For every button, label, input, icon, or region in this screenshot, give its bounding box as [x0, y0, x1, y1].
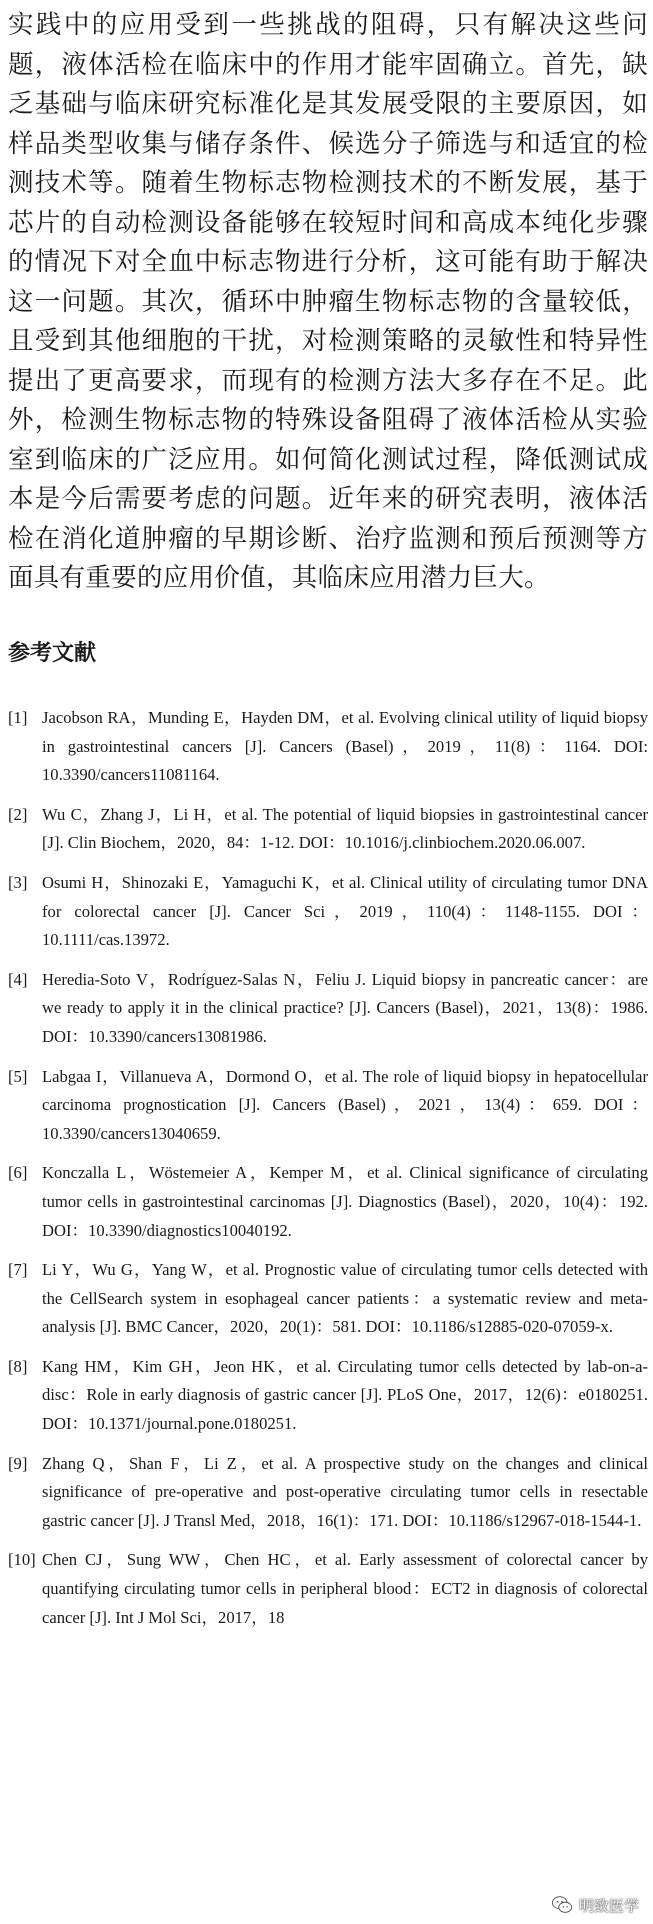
reference-text: Chen CJ，Sung WW，Chen HC，et al. Early assessment of colorectal cancer by quantifying circulating tumor cells in peripheral blood：ECT2 in diagnosis of colorectal cancer [J]. Int J Mol Sci，2017，18: [42, 1550, 648, 1627]
reference-text: Kang HM，Kim GH，Jeon HK，et al. Circulating tumor cells detected by lab-on-a-disc：Role in early diagnosis of gastric cancer [J]. PLoS One，2017，12(6)：e0180251. DOI：10.1371/journal.pone.0180251.: [42, 1356, 648, 1434]
wechat-logo-icon: [551, 1894, 573, 1916]
reference-number: [2]: [8, 804, 28, 824]
reference-number: [5]: [8, 1066, 28, 1086]
body-paragraph: 实践中的应用受到一些挑战的阻碍，只有解决这些问题，液体活检在临床中的作用才能牢固确立。首先，缺乏基础与临床研究标准化是其发展受限的主要原因，如样品类型收集与储存条件、候选分子筛选与和适宜的检测技术等。随着生物标志物检测技术的不断发展，基于芯片的自动检测设备能够在较短时间和高成本纯化步骤的情况下对全血中标志物进行分析，这可能有助于解决这一问题。其次，循环中肿瘤生物标志物的含量较低，且受到其他细胞的干扰，对检测策略的灵敏性和特异性提出了更高要求，而现有的检测方法大多存在不足。此外，检测生物标志物的特殊设备阻碍了液体活检从实验室到临床的广泛应用。如何简化测试过程，降低测试成本是今后需要考虑的问题。近年来的研究表明，液体活检在消化道肿瘤的早期诊断、治疗监测和预后预测等方面具有重要的应用价值，其临床应用潜力巨大。: [8, 10, 648, 593]
reference-item: [8, 801, 648, 858]
reference-item: [8, 1159, 648, 1245]
references-list: [8, 704, 648, 1643]
reference-text: Heredia-Soto V，Rodríguez-Salas N，Feliu J. Liquid biopsy in pancreatic cancer：are we ready to apply it in the clinical practice? [J]. Cancers (Basel)，2021，13(8)：1986. DOI：10.3390/cancers13081986.: [42, 969, 648, 1046]
reference-number: [4]: [8, 969, 28, 989]
reference-number: [9]: [8, 1453, 28, 1473]
watermark: [551, 1894, 639, 1916]
watermark-text: 明致医学: [578, 1896, 639, 1915]
reference-number: [6]: [8, 1163, 28, 1183]
reference-item: [8, 704, 648, 790]
reference-text: Konczalla L，Wöstemeier A，Kemper M，et al. Clinical significance of circulating tumor cells in gastrointestinal carcinomas [J]. Diagnostics (Basel)，2020，10(4)：192. DOI：10.3390/diagnostics10040192.: [42, 1163, 648, 1240]
references-heading: 参考文献: [8, 641, 97, 666]
reference-number: [7]: [8, 1260, 28, 1280]
reference-item: [8, 869, 648, 955]
reference-number: [10]: [8, 1550, 36, 1570]
reference-text: Jacobson RA，Munding E，Hayden DM，et al. Evolving clinical utility of liquid biopsy in gastrointestinal cancers [J]. Cancers (Basel)，2019，11(8)：1164. DOI: 10.3390/cancers11081164.: [42, 708, 648, 785]
reference-item: [8, 1063, 648, 1149]
reference-text: Labgaa I，Villanueva A，Dormond O，et al. The role of liquid biopsy in hepatocellular carcinoma prognostication [J]. Cancers (Basel)，2021，13(4)：659. DOI：10.3390/cancers13040659.: [42, 1066, 648, 1143]
reference-number: [1]: [8, 708, 28, 727]
reference-text: Li Y，Wu G，Yang W，et al. Prognostic value of circulating tumor cells detected with the CellSearch system in esophageal cancer patients：a systematic review and meta-analysis [J]. BMC Cancer，2020，20(1)：581. DOI：10.1186/s12885-020-07059-x.: [42, 1260, 648, 1337]
reference-item: [8, 966, 648, 1052]
reference-text: Osumi H，Shinozaki E，Yamaguchi K，et al. Clinical utility of circulating tumor DNA for colorectal cancer [J]. Cancer Sci，2019，110(4)：1148-1155. DOI：10.1111/cas.13972.: [42, 872, 648, 950]
reference-item: [8, 1256, 648, 1342]
reference-item: [8, 1546, 648, 1632]
reference-item: [8, 1450, 648, 1536]
reference-text: Zhang Q，Shan F，Li Z，et al. A prospective study on the changes and clinical significance of pre-operative and post-operative circulating tumor cells in resectable gastric cancer [J]. J Transl Med，2018，16(1)：171. DOI：10.1186/s12967-018-1544-1.: [42, 1453, 648, 1530]
reference-number: [8]: [8, 1356, 28, 1376]
reference-text: Wu C，Zhang J，Li H，et al. The potential of liquid biopsies in gastrointestinal cancer [J]. Clin Biochem，2020，84：1-12. DOI：10.1016/j.clinbiochem.2020.06.007.: [42, 804, 648, 853]
reference-item: [8, 1353, 648, 1439]
reference-number: [3]: [8, 872, 28, 892]
